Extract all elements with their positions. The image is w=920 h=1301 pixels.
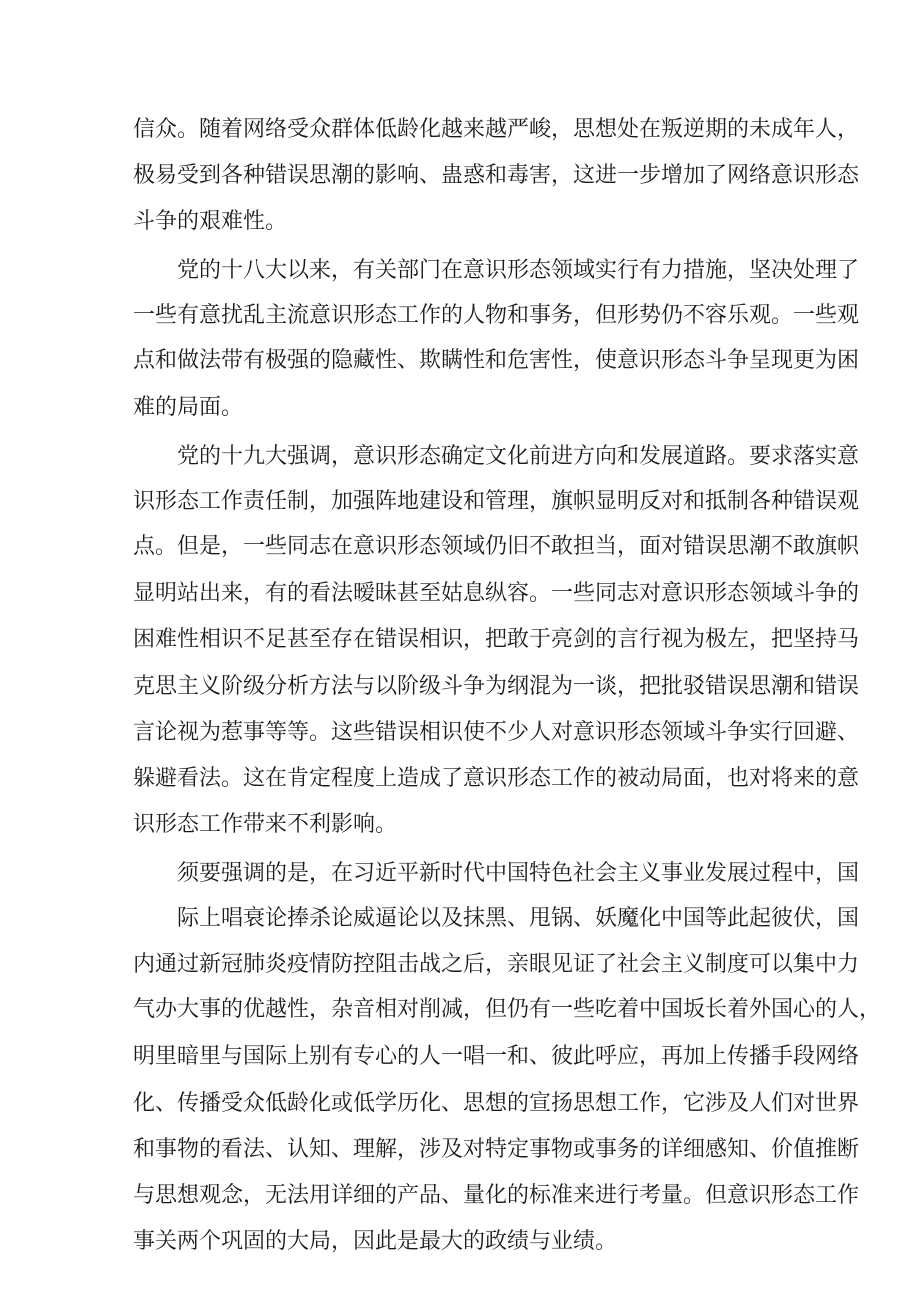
paragraph-4-line-1: 须要强调的是，在习近平新时代中国特色社会主义事业发展过程中，国 xyxy=(177,861,860,886)
paragraph-3-line-1: 党的十九大强调，意识形态确定文化前进方向和发展道路。要求落实意 xyxy=(177,444,860,469)
paragraph-3-line-3: 点。但是，一些同志在意识形态领域仍旧不敢担当，面对错误思潮不敢旗帜 xyxy=(133,534,860,559)
paragraph-3-line-9: 识形态工作带来不利影响。 xyxy=(133,812,398,837)
paragraph-2-line-2: 一些有意扰乱主流意识形态工作的人物和事务，但形势仍不容乐观。一些观 xyxy=(133,303,860,328)
paragraph-4-line-7: 和事物的看法、认知、理解，涉及对特定事物或事务的详细感知、价值推断 xyxy=(133,1137,860,1162)
paragraph-2-line-3: 点和做法带有极强的隐藏性、欺瞒性和危害性，使意识形态斗争呈现更为困 xyxy=(133,348,860,373)
paragraph-3-line-6: 克思主义阶级分析方法与以阶级斗争为纲混为一谈，把批驳错误思潮和错误 xyxy=(133,674,860,699)
paragraph-2-line-4: 难的局面。 xyxy=(133,395,244,420)
paragraph-2-line-1: 党的十八大以来，有关部门在意识形态领域实行有力措施，坚决处理了 xyxy=(177,258,860,283)
paragraph-4-line-9: 事关两个巩固的大局，因此是最大的政绩与业绩。 xyxy=(133,1229,618,1254)
paragraph-3-line-8: 躲避看法。这在肯定程度上造成了意识形态工作的被动局面，也对将来的意 xyxy=(133,766,860,791)
paragraph-3-line-5: 困难性相识不足甚至存在错误相识，把敢于亮剑的言行视为极左，把坚持马 xyxy=(133,627,860,652)
paragraph-4-line-3: 内通过新冠肺炎疫情防控阻击战之后，亲眼见证了社会主义制度可以集中力 xyxy=(133,952,860,977)
paragraph-1-line-3: 斗争的艰难性。 xyxy=(133,209,288,234)
paragraph-1-line-1: 信众。随着网络受众群体低龄化越来越严峻，思想处在叛逆期的未成年人， xyxy=(133,117,860,142)
paragraph-1-line-2: 极易受到各种错误思潮的影响、蛊惑和毒害，这进一步增加了网络意识形态 xyxy=(133,163,860,188)
paragraph-4-line-6: 化、传播受众低龄化或低学历化、思想的宣扬思想工作，它涉及人们对世界 xyxy=(133,1091,860,1116)
paragraph-3-line-7: 言论视为惹事等等。这些错误相识使不少人对意识形态领域斗争实行回避、 xyxy=(133,720,860,745)
paragraph-4-line-2: 际上唱衰论捧杀论威逼论以及抹黑、甩锅、妖魔化中国等此起彼伏，国 xyxy=(177,906,860,931)
paragraph-3-line-2: 识形态工作责任制，加强阵地建设和管理，旗帜显明反对和抵制各种错误观 xyxy=(133,489,860,514)
paragraph-3-line-4: 显明站出来，有的看法暧昧甚至姑息纵容。一些同志对意识形态领域斗争的 xyxy=(133,581,860,606)
paragraph-4-line-5: 明里暗里与国际上别有专心的人一唱一和、彼此呼应，再加上传播手段网络 xyxy=(133,1044,860,1069)
paragraph-4-line-8: 与思想观念，无法用详细的产品、量化的标准来进行考量。但意识形态工作 xyxy=(133,1183,860,1208)
paragraph-4-line-4: 气办大事的优越性，杂音相对削减，但仍有一些吃着中国坂长着外国心的人， xyxy=(133,997,882,1022)
